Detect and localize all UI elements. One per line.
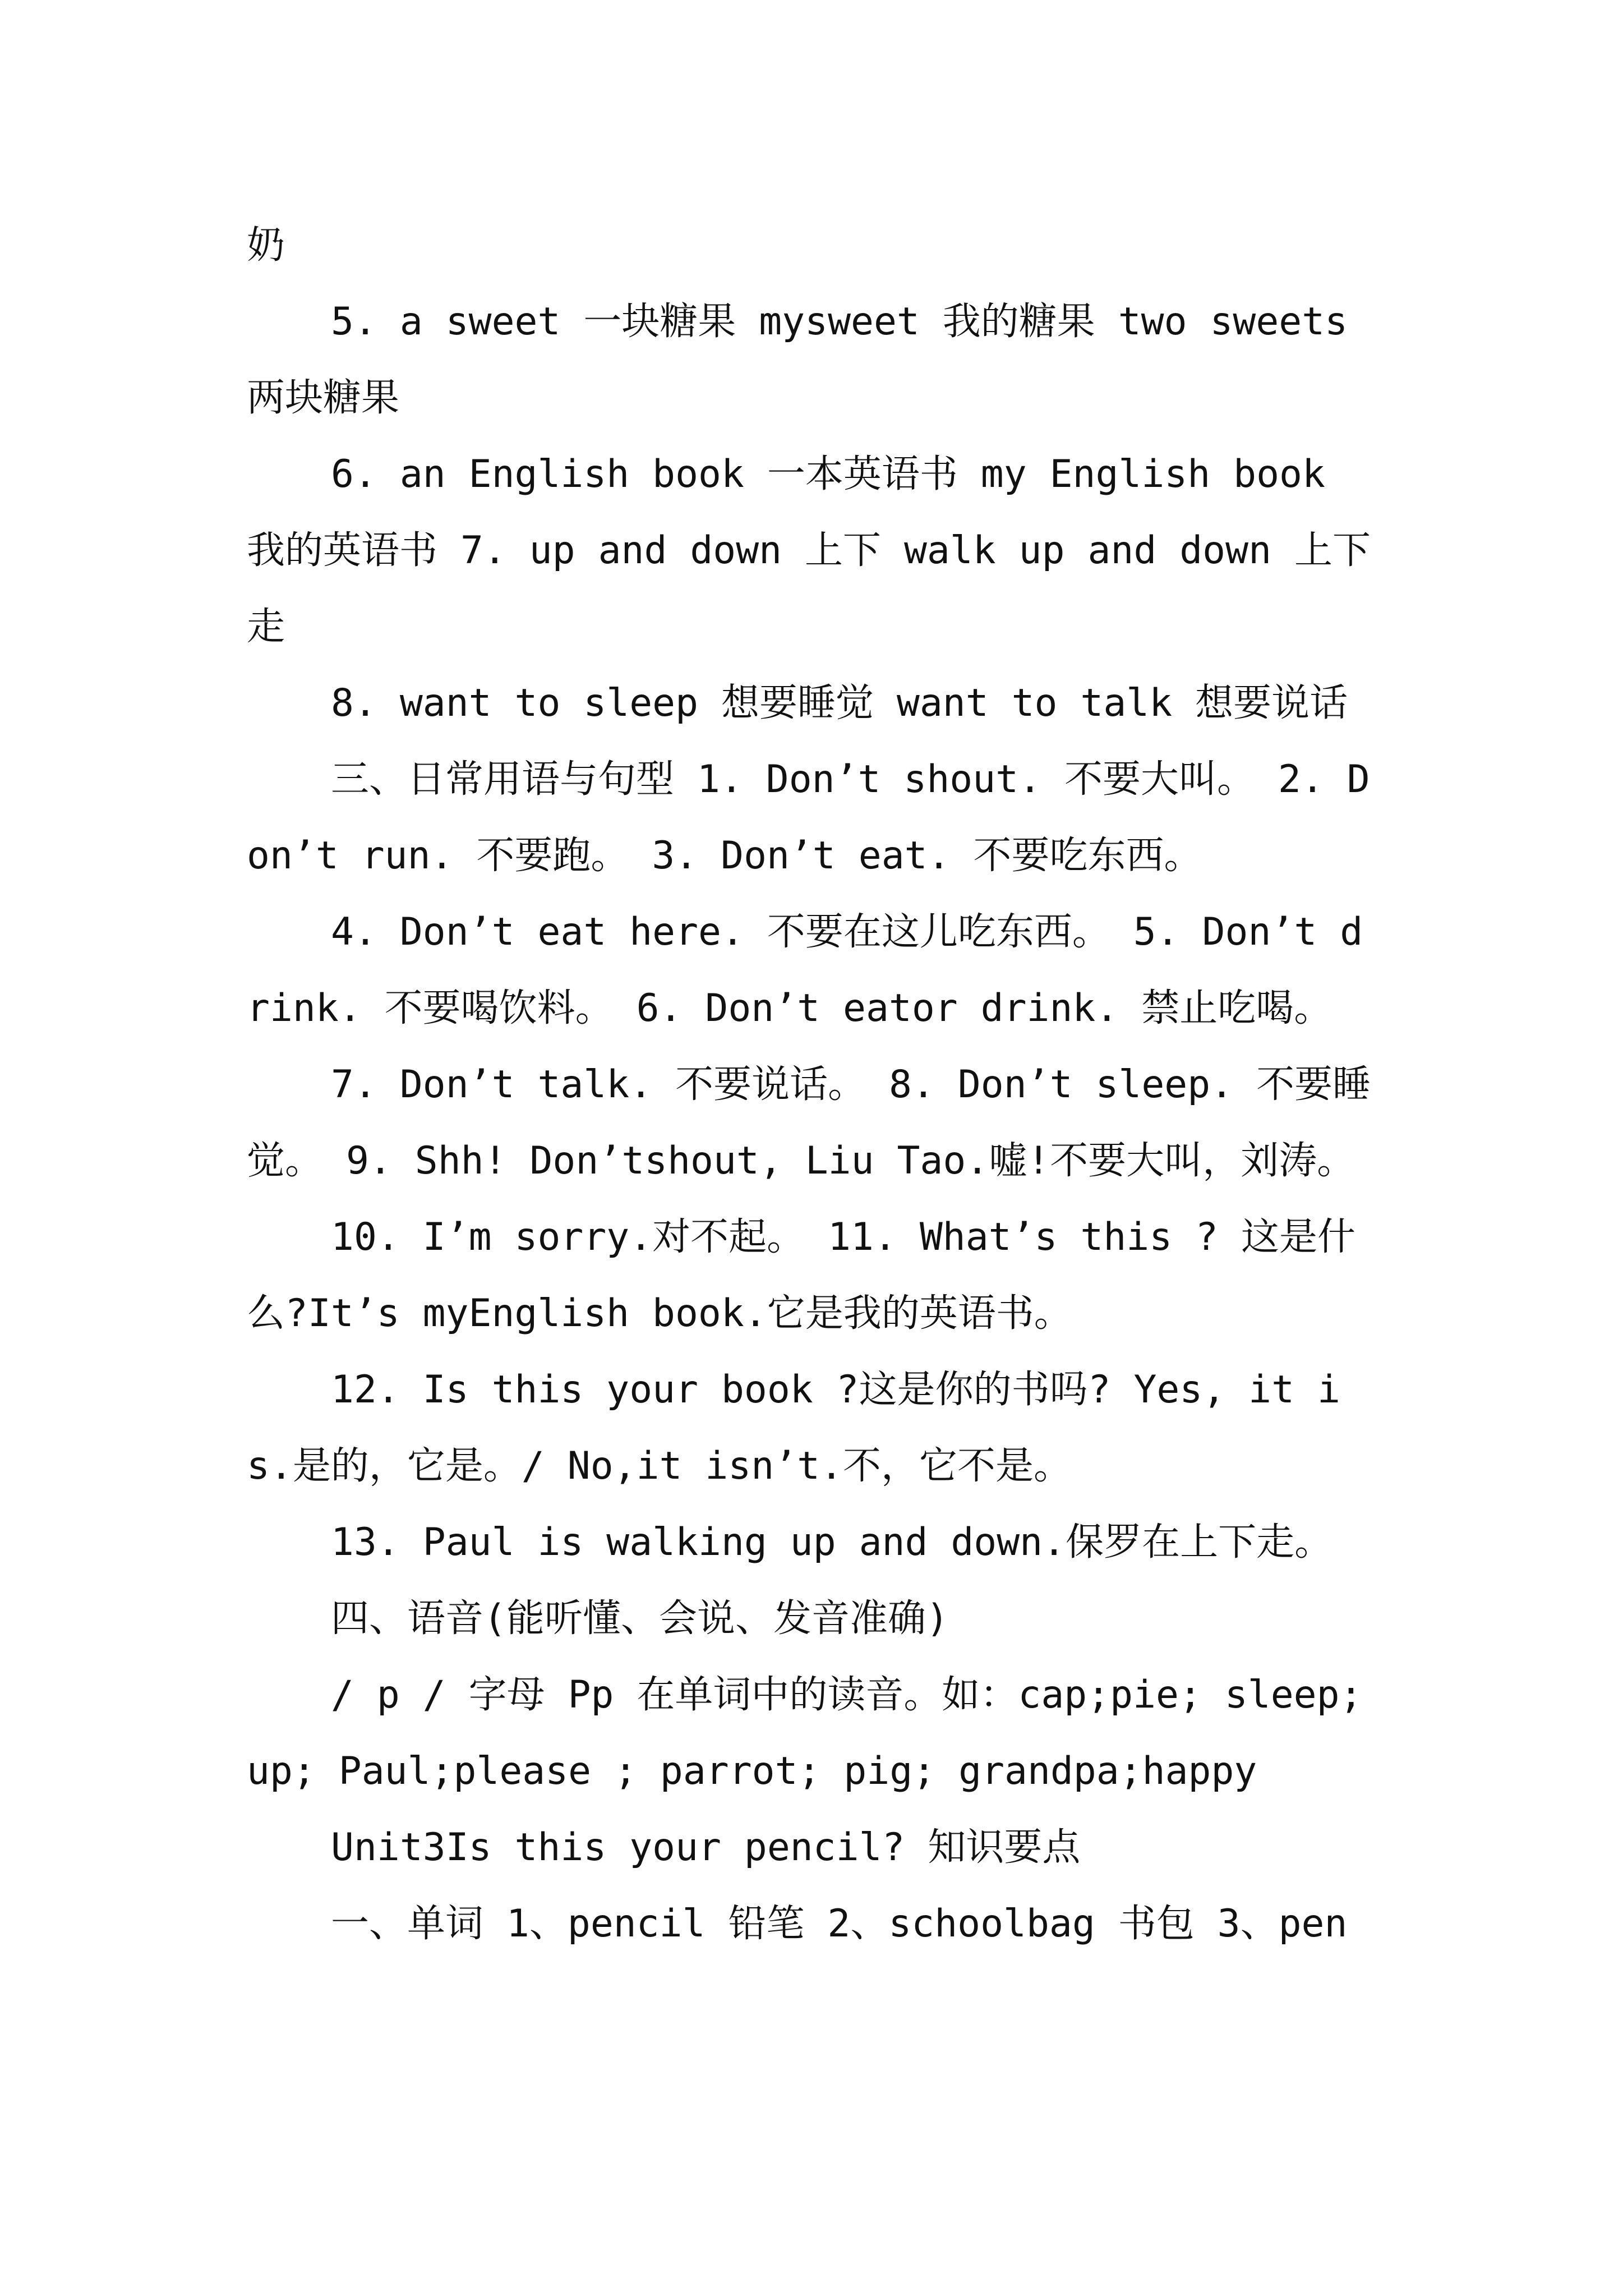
paragraph-12: / p / 字母 Pp 在单词中的读音。如：cap;pie; sleep; up; Paul;please ; parrot; pig; grandpa;happy (247, 1673, 1363, 1793)
paragraph-7: 7. Don’t talk. 不要说话。 8. Don’t sleep. 不要睡觉。 9. Shh! Don’tshout, Liu Tao.嘘!不要大叫，刘涛。 (247, 1062, 1371, 1183)
paragraph-11: 四、语音(能听懂、会说、发音准确) (331, 1596, 949, 1641)
paragraph-6: 4. Don’t eat here. 不要在这儿吃东西。 5. Don’t drink. 不要喝饮料。 6. Don’t eator drink. 禁止吃喝。 (247, 910, 1363, 1030)
paragraph-10: 13. Paul is walking up and down.保罗在上下走。 (331, 1520, 1333, 1565)
paragraph-4: 8. want to sleep 想要睡觉 want to talk 想要说话 (331, 681, 1348, 725)
paragraph-5: 三、日常用语与句型 1. Don’t shout. 不要大叫。 2. Don’t run. 不要跑。 3. Don’t eat. 不要吃东西。 (247, 757, 1370, 878)
paragraph-14: 一、单词 1、pencil 铅笔 2、schoolbag 书包 3、pen (331, 1902, 1348, 1946)
paragraph-13: Unit3Is this your pencil? 知识要点 (331, 1825, 1081, 1870)
paragraph-8: 10. I’m sorry.对不起。 11. What’s this ? 这是什么?It’s myEnglish book.它是我的英语书。 (247, 1215, 1356, 1336)
paragraph-1: 奶 (247, 223, 285, 268)
document-body (247, 208, 1380, 1962)
paragraph-2: 5. a sweet 一块糖果 mysweet 我的糖果 two sweets 两块糖果 (247, 300, 1348, 420)
paragraph-3: 6. an English book 一本英语书 my English book 我的英语书 7. up and down 上下 walk up and down 上下走 (247, 452, 1371, 649)
paragraph-9: 12. Is this your book ?这是你的书吗? Yes, it is.是的，它是。/ No,it isn’t.不，它不是。 (247, 1368, 1340, 1488)
